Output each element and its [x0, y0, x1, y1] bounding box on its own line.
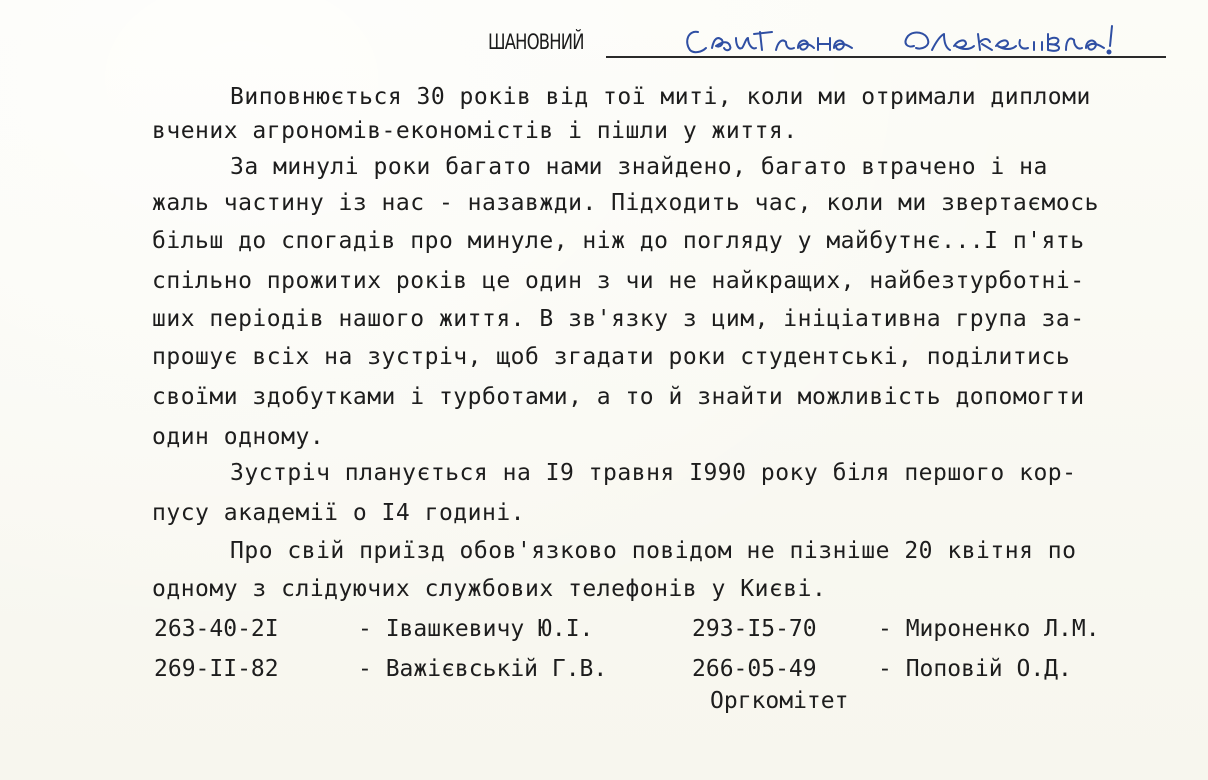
- contacts-row-2: [0, 656, 1208, 686]
- paragraph-2-line-3: більш до спогадів про минуле, ніж до погляду у майбутнє...І п'ять: [152, 228, 1085, 254]
- paragraph-3-line-2: пусу академії о I4 годині.: [152, 500, 526, 526]
- greeting-label: ШАНОВНИЙ: [488, 30, 584, 54]
- paragraph-4-line-1: Про свій приїзд обов'язково повідом не пізніше 20 квітня по: [230, 538, 1077, 564]
- contact-name: - Івашкевичу Ю.І.: [358, 616, 594, 642]
- paragraph-2-line-4: спільно прожитих років це один з чи не найкращих, найбезтурботні-: [152, 268, 1085, 294]
- paragraph-3-line-1: Зустріч планується на I9 травня I990 року біля першого кор-: [230, 460, 1077, 486]
- handwritten-addressee-name: [682, 20, 1202, 60]
- paragraph-2-line-5: ших періодів нашого життя. В зв'язку з цим, ініціативна група за-: [152, 306, 1085, 332]
- contact-name: - Мироненко Л.М.: [878, 616, 1100, 642]
- paragraph-1-line-1: Виповнюється 30 років від тої миті, коли ми отримали дипломи: [230, 84, 1091, 110]
- contact-phone: 263-40-2I: [154, 616, 279, 642]
- contacts-row-1: [0, 616, 1208, 646]
- contact-phone: 293-I5-70: [692, 616, 817, 642]
- contact-phone: 266-05-49: [692, 656, 817, 682]
- paragraph-2-line-8: один одному.: [152, 424, 325, 450]
- contact-phone: 269-II-82: [154, 656, 279, 682]
- paragraph-4-line-2: одному з слідуючих службових телефонів у Києві.: [152, 576, 827, 602]
- paragraph-2-line-2: жаль частину із нас - назавжди. Підходить час, коли ми звертаємось: [152, 190, 1099, 216]
- paragraph-2-line-1: За минулі роки багато нами знайдено, багато втрачено і на: [230, 154, 1048, 180]
- greeting: [488, 26, 1188, 66]
- paragraph-2-line-7: своїми здобутками і турботами, а то й знайти можливість допомогти: [152, 384, 1085, 410]
- signature-organizing-committee: Оргкомітет: [710, 688, 849, 714]
- contact-name: - Важієвській Г.В.: [358, 656, 608, 682]
- contact-name: - Поповій О.Д.: [878, 656, 1072, 682]
- paragraph-1-line-2: вчених агрономів-економістів і пішли у життя.: [152, 118, 798, 144]
- paragraph-2-line-6: прошує всіх на зустріч, щоб згадати роки студентські, поділитись: [152, 344, 1071, 370]
